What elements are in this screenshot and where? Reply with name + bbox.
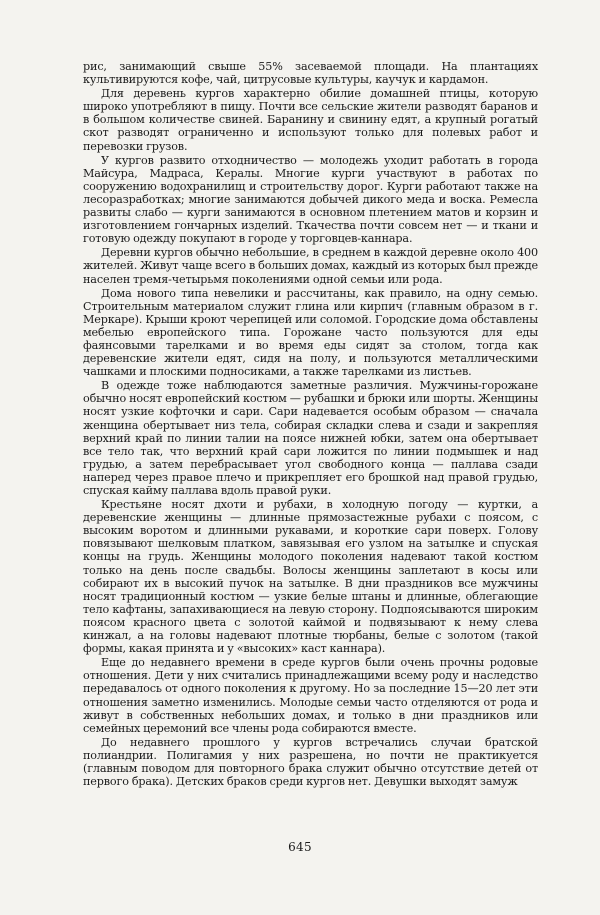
- paragraph: До недавнего прошлого у кургов встречались случаи братской полиандрии. Полигамия у них разрешена, но почти не практикуется (главным поводом для повторного брака служит обычно отсутствие детей от первого брака). Детских браков среди кургов нет. Девушки выходят замуж: [83, 735, 538, 789]
- paragraph: Для деревень кургов характерно обилие домашней птицы, которую широко употребляют в пищу. Почти все сельские жители разводят баранов и в большом количестве свиней. Баранину и свинину едят, а крупный рогатый скот разводят ограниченно и используют только для полевых работ и перевозки грузов.: [83, 87, 538, 153]
- body-text: [83, 60, 538, 788]
- paragraph: В одежде тоже наблюдаются заметные различия. Мужчины-горожане обычно носят европейский костюм — рубашки и брюки или шорты. Женщины носят узкие кофточки и сари. Сари надевается особым образом — сначала женщина обертывает низ тела, собирая складки слева и сзади и закрепляя верхний край по линии талии на поясе нижней юбки, затем она обертывает все тело так, что верхний край сари ложится по линии подмышек и над грудью, а затем перебрасывает угол свободного конца — паллава сзади наперед через правое плечо и прикрепляет его брошкой над правой грудью, спуская кайму паллава вдоль правой руки.: [83, 379, 538, 497]
- page-number: 645: [288, 840, 312, 854]
- paragraph: У кургов развито отходничество — молодежь уходит работать в города Майсура, Мадраса, Кералы. Многие курги участвуют в работах по сооружению водохранилищ и строительству дорог. Курги работают также на лесоразработках; многие занимаются добычей дикого меда и воска. Ремесла развиты слабо — курги занимаются в основном плетением матов и корзин и изготовлением гончарных изделий. Ткачества почти совсем нет — и ткани и готовую одежду покупают в городе у торговцев-каннара.: [83, 153, 538, 246]
- paragraph: Крестьяне носят дхоти и рубахи, в холодную погоду — куртки, а деревенские женщины — длинные прямозастежные рубахи с поясом, с высоким воротом и длинными рукавами, и короткие сари поверх. Голову повязывают шелковым платком, завязывая его узлом на затылке и спуская концы на грудь. Женщины молодого поколения надевают такой костюм только на день после свадьбы. Волосы женщины заплетают в косы или собирают их в высокий пучок на затылке. В дни праздников все мужчины носят традиционный костюм — узкие белые штаны и длинные, облегающие тело кафтаны, запахивающиеся на левую сторону. Подпоясываются широким поясом красного цвета с золотой каймой и подвязывают к нему слева кинжал, а на головы надевают плотные тюрбаны, белые с золотом (такой формы, какая принята и у «высоких» каст каннара).: [83, 498, 538, 656]
- paragraph: Еще до недавнего времени в среде кургов были очень прочны родовые отношения. Дети у них считались принадлежащими всему роду и наследство передавалось от одного поколения к другому. Но за последние 15—20 лет эти отношения заметно изменились. Молодые семьи часто отделяются от рода и живут в собственных небольших домах, и только в дни праздников или семейных церемоний все члены рода собираются вместе.: [83, 656, 538, 735]
- paragraph: рис, занимающий свыше 55% засеваемой площади. На плантациях культивируются кофе, чай, цитрусовые культуры, каучук и кардамон.: [83, 60, 538, 87]
- paragraph: Дома нового типа невелики и рассчитаны, как правило, на одну семью. Строительным материалом служит глина или кирпич (главным образом в г. Меркаре). Крыши кроют черепицей или соломой. Городские дома обставлены мебелью европейского типа. Горожане часто пользуются для еды фаянсовыми тарелками и во время еды сидят за столом, тогда как деревенские жители едят, сидя на полу, и пользуются металлическими чашками и плоскими подносиками, а также тарелками из листьев.: [83, 286, 538, 379]
- paragraph: Деревни кургов обычно небольшие, в среднем в каждой деревне около 400 жителей. Живут чаще всего в больших домах, каждый из которых был прежде населен тремя-четырьмя поколениями одной семьи или рода.: [83, 246, 538, 286]
